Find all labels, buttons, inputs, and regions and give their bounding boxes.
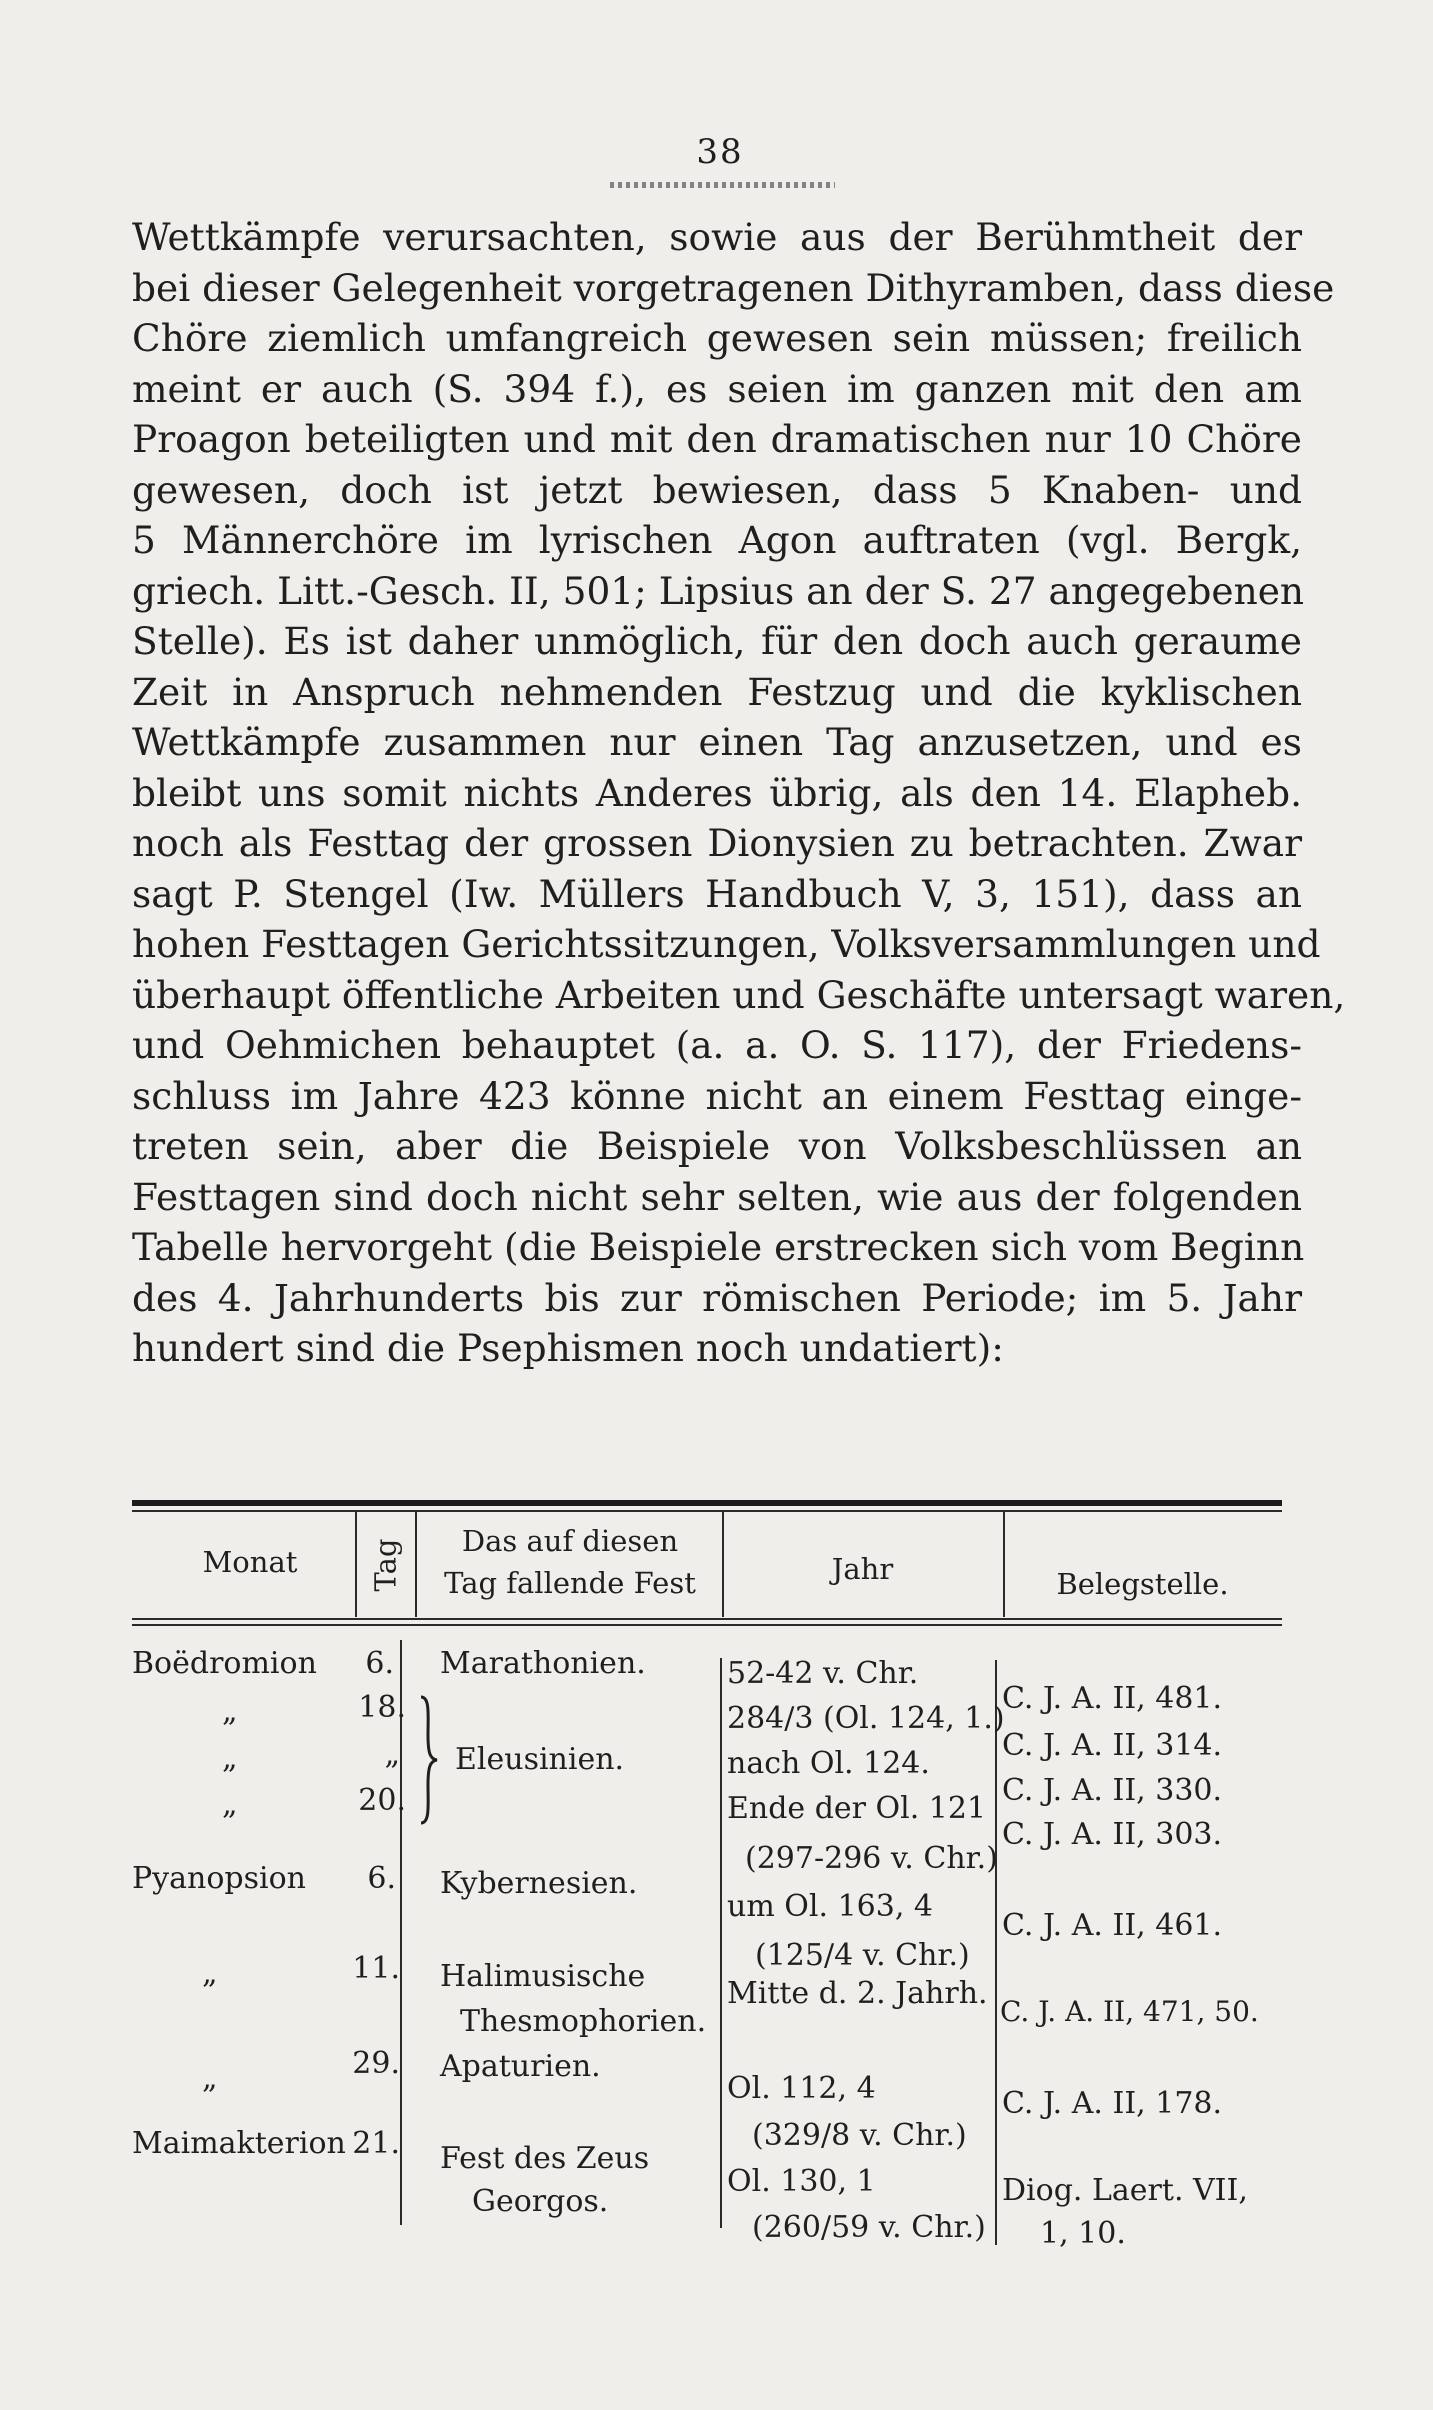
text-line: 5 Männerchöre im lyrischen Agon auftraten (vgl. Bergk, — [132, 518, 1302, 562]
jahr-cell: Ol. 130, 1 — [727, 2164, 876, 2199]
beleg-cell: 1, 10. — [1040, 2216, 1126, 2251]
monat-cell: Pyanopsion — [132, 1861, 306, 1896]
text-line: Zeit in Anspruch nehmenden Festzug und die kyklischen — [132, 669, 1302, 714]
text-line: schluss im Jahre 423 könne nicht an einem Festtag einge- — [132, 1073, 1302, 1118]
jahr-cell: 52-42 v. Chr. — [727, 1656, 919, 1691]
monat-cell: Boëdromion — [132, 1646, 317, 1681]
beleg-cell: Diog. Laert. VII, — [1002, 2173, 1248, 2208]
header-monat: Monat — [202, 1545, 298, 1579]
beleg-cell: C. J. A. II, 481. — [1002, 1681, 1223, 1716]
text-line: treten sein, aber die Beispiele von Volksbeschlüssen an — [132, 1124, 1302, 1168]
fest-cell: Marathonien. — [440, 1646, 646, 1681]
column-divider — [995, 1660, 997, 2245]
brace-icon — [418, 1695, 440, 1825]
tag-cell: 18. — [358, 1690, 406, 1725]
tag-cell: 6. — [367, 1861, 396, 1896]
tag-cell: 21. — [352, 2126, 400, 2161]
text-line: noch als Festtag der grossen Dionysien zu betrachten. Zwar — [132, 821, 1302, 865]
table-header-rule-thin — [132, 1624, 1282, 1626]
column-divider — [415, 1512, 417, 1617]
beleg-cell: C. J. A. II, 314. — [1002, 1728, 1223, 1763]
text-line: Proagon beteiligten und mit den dramatischen nur 10 Chöre — [132, 417, 1302, 461]
jahr-cell: 284/3 (Ol. 124, 1.) — [727, 1701, 1005, 1736]
jahr-cell: Ende der Ol. 121 — [727, 1791, 987, 1826]
text-line: hohen Festtagen Gerichtssitzungen, Volksversammlungen und — [132, 922, 1321, 966]
jahr-cell: Mitte d. 2. Jahrh. — [727, 1976, 988, 2011]
text-line: meint er auch (S. 394 f.), es seien im ganzen mit den am — [132, 366, 1302, 411]
beleg-cell: C. J. A. II, 461. — [1002, 1908, 1223, 1943]
text-line: hundert sind die Psephismen noch undatiert): — [132, 1326, 1004, 1370]
text-line: des 4. Jahrhunderts bis zur römischen Periode; im 5. Jahr — [132, 1275, 1302, 1320]
text-line: Wettkämpfe verursachten, sowie aus der Berühmtheit der — [132, 215, 1302, 259]
fest-cell: Halimusische — [440, 1959, 646, 1994]
text-line: und Oehmichen behauptet (a. a. O. S. 117), der Friedens- — [132, 1023, 1302, 1067]
page-number: 38 — [696, 132, 744, 172]
monat-cell: „ — [222, 1787, 238, 1822]
beleg-cell: C. J. A. II, 178. — [1002, 2086, 1223, 2121]
text-line: Tabelle hervorgeht (die Beispiele erstrecken sich vom Beginn — [132, 1225, 1305, 1269]
column-divider — [720, 1658, 722, 2228]
header-jahr: Jahr — [831, 1552, 894, 1586]
text-line: überhaupt öffentliche Arbeiten und Geschäfte untersagt waren, — [132, 972, 1346, 1017]
beleg-cell: C. J. A. II, 471, 50. — [1000, 1995, 1259, 2028]
jahr-cell: (297-296 v. Chr.) — [745, 1841, 998, 1876]
tag-cell: 20. — [358, 1783, 406, 1818]
beleg-cell: C. J. A. II, 303. — [1002, 1817, 1223, 1852]
monat-cell: „ — [222, 1741, 238, 1776]
jahr-cell: (125/4 v. Chr.) — [755, 1938, 970, 1973]
fest-cell: Apaturien. — [440, 2049, 601, 2084]
header-tag: Tag — [367, 1538, 402, 1592]
text-line: Festtagen sind doch nicht sehr selten, wie aus der folgenden — [132, 1174, 1302, 1219]
fest-cell: Fest des Zeus — [440, 2141, 650, 2176]
text-line: Stelle). Es ist daher unmöglich, für den doch auch geraume — [132, 619, 1302, 663]
fest-cell: Thesmophorien. — [460, 2004, 707, 2039]
jahr-cell: (260/59 v. Chr.) — [752, 2210, 986, 2245]
text-line: bleibt uns somit nichts Anderes übrig, als den 14. Elapheb. — [132, 770, 1302, 815]
monat-cell: Maimakterion — [132, 2126, 346, 2161]
tag-cell: 29. — [352, 2046, 400, 2081]
tag-cell: „ — [384, 1737, 400, 1772]
jahr-cell: Ol. 112, 4 — [727, 2071, 876, 2106]
tag-cell: 11. — [352, 1951, 400, 1986]
tag-cell: 6. — [365, 1646, 394, 1681]
table-header-rule — [132, 1618, 1282, 1620]
table-top-rule-thin — [132, 1510, 1282, 1512]
beleg-cell: C. J. A. II, 330. — [1002, 1773, 1223, 1808]
fest-cell: Kybernesien. — [440, 1866, 638, 1901]
fest-cell: Eleusinien. — [455, 1742, 625, 1777]
decorative-rule — [610, 182, 835, 188]
text-line: Chöre ziemlich umfangreich gewesen sein müssen; freilich — [132, 316, 1302, 360]
monat-cell: „ — [202, 1956, 218, 1991]
table-top-rule — [132, 1500, 1282, 1506]
column-divider — [400, 1640, 402, 2225]
monat-cell: „ — [202, 2061, 218, 2096]
text-line: sagt P. Stengel (Iw. Müllers Handbuch V, 3, 151), dass an — [132, 871, 1302, 916]
jahr-cell: (329/8 v. Chr.) — [752, 2118, 967, 2153]
text-line: griech. Litt.-Gesch. II, 501; Lipsius an der S. 27 angegebenen — [132, 568, 1305, 613]
text-line: gewesen, doch ist jetzt bewiesen, dass 5 Knaben- und — [132, 467, 1302, 512]
column-divider — [722, 1512, 724, 1617]
text-line: bei dieser Gelegenheit vorgetragenen Dithyramben, dass diese — [132, 265, 1335, 310]
fest-cell: Georgos. — [472, 2184, 609, 2219]
jahr-cell: um Ol. 163, 4 — [727, 1889, 933, 1924]
monat-cell: „ — [222, 1694, 238, 1729]
jahr-cell: nach Ol. 124. — [727, 1746, 930, 1781]
paragraph — [132, 212, 1346, 1374]
header-belegstelle: Belegstelle. — [1056, 1567, 1229, 1601]
header-fest-line1: Das auf diesen — [461, 1524, 679, 1558]
text-line: Wettkämpfe zusammen nur einen Tag anzusetzen, und es — [132, 720, 1302, 764]
header-fest-line2: Tag fallende Fest — [444, 1566, 696, 1600]
